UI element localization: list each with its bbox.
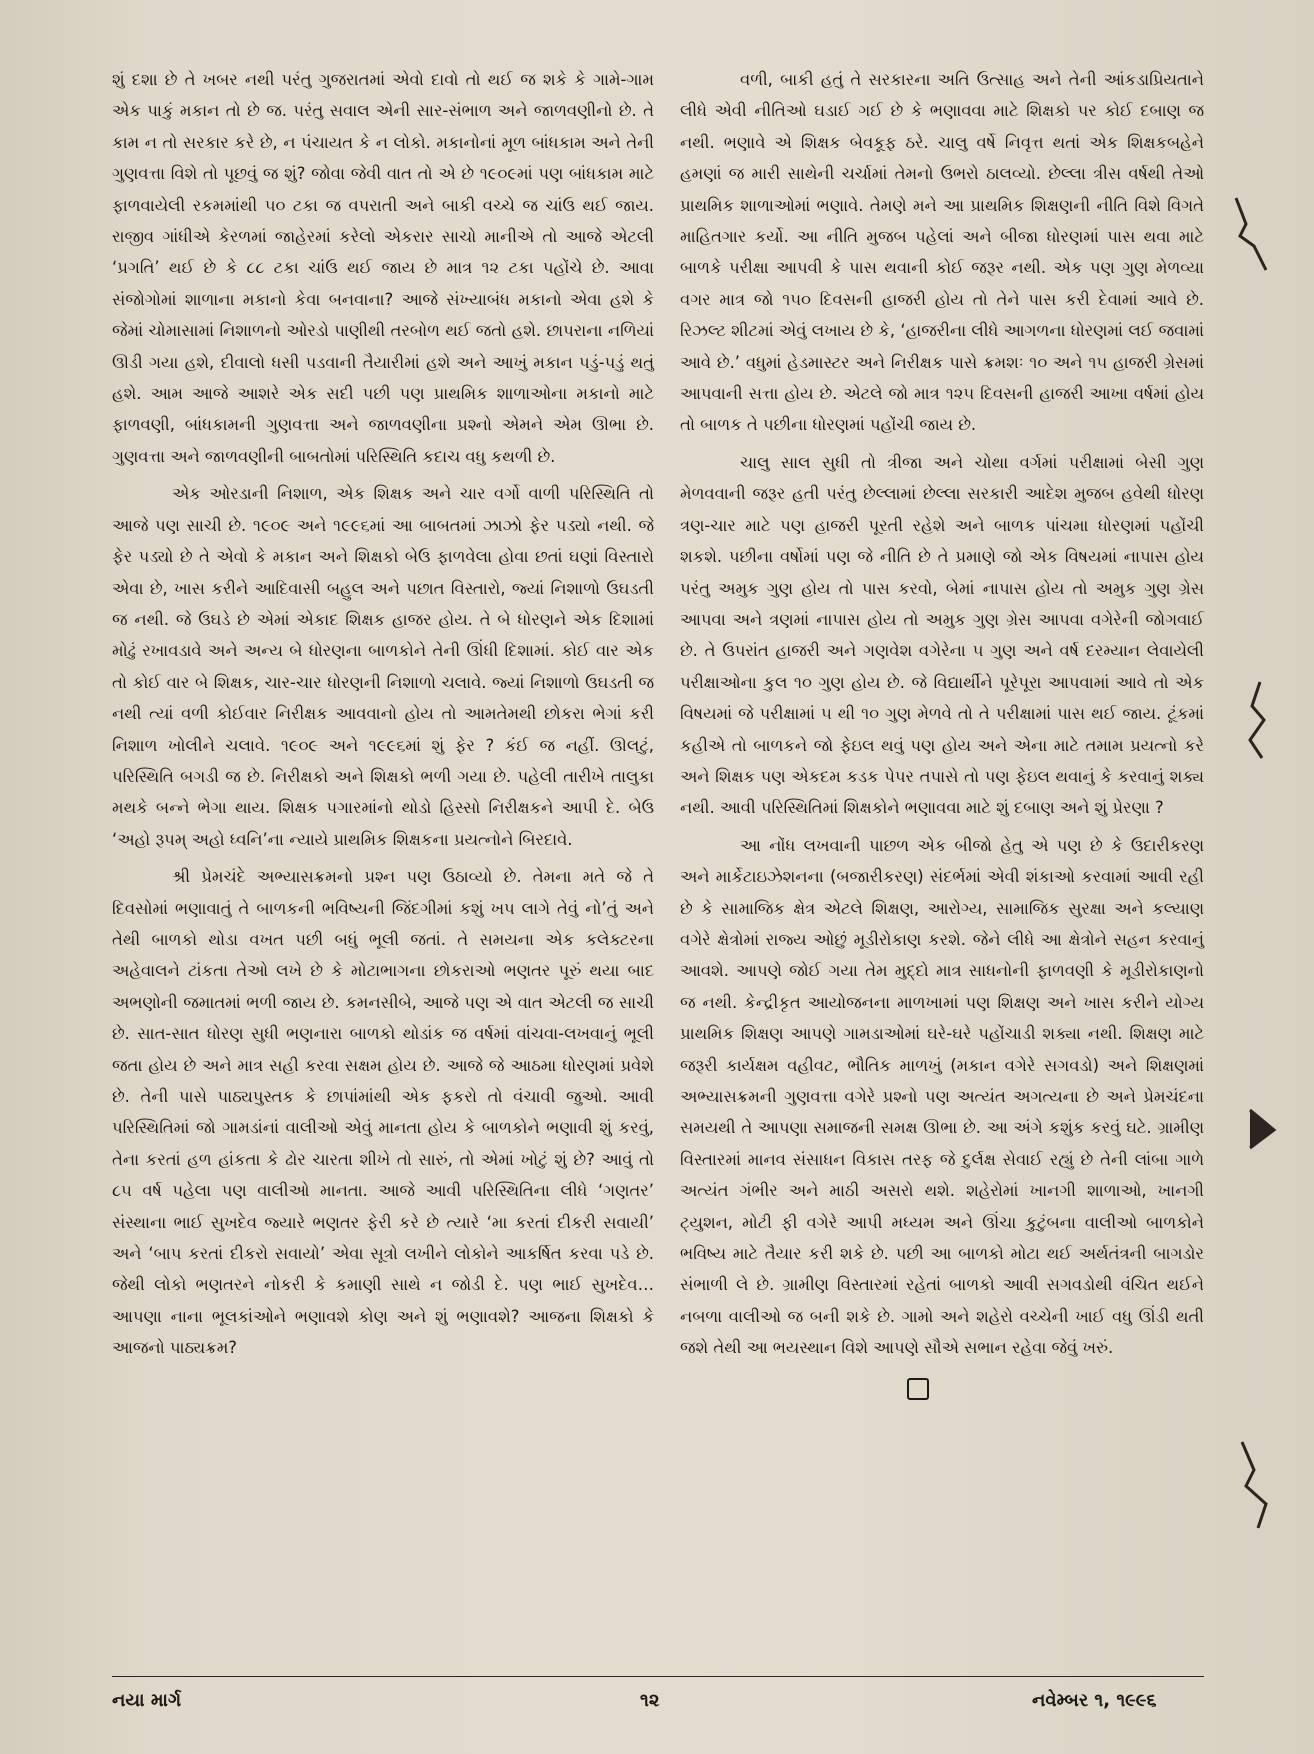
page-number: ૧૨ (640, 1690, 660, 1711)
issue-date: નવેમ્બર ૧, ૧૯૯૬ (1032, 1690, 1157, 1711)
right-column (680, 64, 1204, 1400)
publication-name: નયા માર્ગ (112, 1690, 182, 1711)
paragraph: શ્રી પ્રેમચંદે અભ્યાસક્રમનો પ્રશ્ન પણ ઉઠાવ્યો છે. તેમના મતે જે તે દિવસોમાં ભણાવાતું તે બાળકની ભવિષ્યની જિંદગીમાં કશું ખપ લાગે તેવું નો’તું અને તેથી બાળકો થોડા વખત પછી બધું ભૂલી જતાં. તે સમયના એક કલેક્ટરના અહેવાલને ટાંકતા તેઓ લખે છે કે મોટાભાગના છોકરાઓ ભણતર પૂરું થયા બાદ અભણોની જમાતમાં ભળી જાય છે. કમનસીબે, આજે પણ એ વાત એટલી જ સાચી છે. સાત-સાત ધોરણ સુધી ભણનારા બાળકો થોડાંક જ વર્ષમાં વાંચવા-લખવાનું ભૂલી જતા હોય છે અને માત્ર સહી કરવા સક્ષમ હોય છે. આજે જે આઠમા ધોરણમાં પ્રવેશે છે. તેની પાસે પાઠ્યપુસ્તક કે છાપાંમાંથી એક ફકરો તો વંચાવી જુઓ. આવી પરિસ્થિતિમાં જો ગામડાંનાં વાલીઓ એવું માનતા હોય કે બાળકોને ભણાવી શું કરવું, તેના કરતાં હળ હાંકતા કે ઢોર ચારતા શીખે તો સારું, તો એમાં ખોટું શું છે? આવું તો ૮૫ વર્ષ પહેલા પણ વાલીઓ માનતા. આજે આવી પરિસ્થિતિના લીધે ‘ગણતર’ સંસ્થાના ભાઈ સુખદેવ જ્યારે ભણતર ફેરી કરે છે ત્યારે ‘મા કરતાં દીકરી સવાયી’ અને ‘બાપ કરતાં દીકરો સવાયો’ એવા સૂત્રો લખીને લોકોને આકર્ષિત કરવા પડે છે. જેથી લોકો ભણતરને નોકરી કે કમાણી સાથે ન જોડી દે. પણ ભાઈ સુખદેવ… આપણા નાના ભૂલકાંઓને ભણાવશે કોણ અને શું ભણાવશે? આજના શિક્ષકો કે આજનો પાઠ્યક્રમ? (112, 867, 654, 1358)
paragraph: વળી, બાકી હતું તે સરકારના અતિ ઉત્સાહ અને તેની આંકડાપ્રિયતાને લીધે એવી નીતિઓ ઘડાઈ ગઈ છે કે ભણાવવા માટે શિક્ષકો પર કોઈ દબાણ જ નથી. ભણાવે એ શિક્ષક બેવકૂફ ઠરે. ચાલુ વર્ષે નિવૃત્ત થતાં એક શિક્ષકબહેને હમણાં જ મારી સાથેની ચર્ચામાં તેમનો ઉભરો ઠાલવ્યો. છેલ્લા ત્રીસ વર્ષથી તેઓ પ્રાથમિક શાળાઓમાં ભણાવે. તેમણે મને આ પ્રાથમિક શિક્ષણની નીતિ વિશે વિગતે માહિતગાર કર્યો. આ નીતિ મુજબ પહેલાં અને બીજા ધોરણમાં પાસ થવા માટે બાળકે પરીક્ષા આપવી કે પાસ થવાની કોઈ જરૂર નથી. એક પણ ગુણ મેળવ્યા વગર માત્ર જો ૧૫૦ દિવસની હાજરી હોય તો તેને પાસ કરી દેવામાં આવે છે. રિઝલ્ટ શીટમાં એવું લખાય છે કે, ‘હાજરીના લીધે આગળના ધોરણમાં લઈ જવામાં આવે છે.’ વધુમાં હેડમાસ્ટર અને નિરીક્ષક પાસે ક્રમશઃ ૧૦ અને ૧૫ હાજરી ગ્રેસમાં આપવાની સત્તા હોય છે. એટલે જો માત્ર ૧૨૫ દિવસની હાજરી આખા વર્ષમાં હોય તો બાળક તે પછીના ધોરણમાં પહોંચી જાય છે. (680, 70, 1204, 435)
footer-divider (112, 1676, 1204, 1677)
paragraph: ચાલુ સાલ સુધી તો ત્રીજા અને ચોથા વર્ગમાં પરીક્ષામાં બેસી ગુણ મેળવવાની જરૂર હતી પરંતુ છેલ્લામાં છેલ્લા સરકારી આદેશ મુજબ હવેથી ધોરણ ત્રણ-ચાર માટે પણ હાજરી પૂરતી રહેશે અને બાળક પાંચમા ધોરણમાં પહોંચી શકશે. પછીના વર્ષોમાં પણ જે નીતિ છે તે પ્રમાણે જો એક વિષયમાં નાપાસ હોય પરંતુ અમુક ગુણ હોય તો પાસ કરવો, બેમાં નાપાસ હોય તો અમુક ગુણ ગ્રેસ આપવા અને ત્રણમાં નાપાસ હોય તો અમુક ગુણ ગ્રેસ આપવા વગેરેની જોગવાઈ છે. તે ઉપરાંત હાજરી અને ગણવેશ વગેરેના ૫ ગુણ અને વર્ષ દરમ્યાન લેવાયેલી પરીક્ષાઓના કુલ ૧૦ ગુણ હોય છે. જે વિદ્યાર્થીને પૂરેપૂરા આપવામાં આવે તો એક વિષયમાં જે પરીક્ષામાં ૫ થી ૧૦ ગુણ મેળવે તો તે પરીક્ષામાં પાસ થઈ જાય. ટૂંકમાં કહીએ તો બાળકને જો ફેઇલ થવું પણ હોય અને એના માટે તમામ પ્રયત્નો કરે અને શિક્ષક પણ એકદમ કડક પેપર તપાસે તો પણ ફેઇલ થવાનું કે કરવાનું શક્ય નથી. આવી પરિસ્થિતિમાં શિક્ષકોને ભણાવવા માટે શું દબાણ અને શું પ્રેરણા ? (680, 452, 1204, 818)
paper-tear-mark (1248, 1100, 1278, 1160)
paragraph: આ નોંધ લખવાની પાછળ એક બીજો હેતુ એ પણ છે કે ઉદારીકરણ અને માર્કેટાઇઝેશનના (બજારીકરણ) સંદર્ભમાં એવી શંકાઓ કરવામાં આવી રહી છે કે સામાજિક ક્ષેત્ર એટલે શિક્ષણ, આરોગ્ય, સામાજિક સુરક્ષા અને કલ્યાણ વગેરે ક્ષેત્રોમાં રાજ્ય ઓછું મૂડીરોકાણ કરશે. જેને લીધે આ ક્ષેત્રોને સહન કરવાનું આવશે. આપણે જોઈ ગયા તેમ મુદ્દો માત્ર સાધનોની ફાળવણી કે મૂડીરોકાણનો જ નથી. કેન્દ્રીકૃત આયોજનના માળખામાં પણ શિક્ષણ અને ખાસ કરીને યોગ્ય પ્રાથમિક શિક્ષણ આપણે ગામડાઓમાં ઘરે-ઘરે પહોંચાડી શક્યા નથી. શિક્ષણ માટે જરૂરી કાર્યક્ષમ વહીવટ, ભૌતિક માળખું (મકાન વગેરે સગવડો) અને શિક્ષણમાં અભ્યાસક્રમની ગુણવત્તા વગેરે પ્રશ્નો પણ અત્યંત અગત્યના છે અને પ્રેમચંદના સમયથી તે આપણા સમાજની સમક્ષ ઊભા છે. આ અંગે કશુંક કરવું ઘટે. ગ્રામીણ વિસ્તારમાં માનવ સંસાધન વિકાસ તરફ જે દુર્લક્ષ સેવાઈ રહ્યું છે તેની લાંબા ગાળે અત્યંત ગંભીર અને માઠી અસરો થશે. શહેરોમાં ખાનગી શાળાઓ, ખાનગી ટ્યુશન, મોટી ફી વગેરે આપી મધ્યમ અને ઊંચા કુટુંબના વાલીઓ બાળકોને ભવિષ્ય માટે તૈયાર કરી શકે છે. પછી આ બાળકો મોટા થઈ અર્થતંત્રની બાગડોર સંભાળી લે છે. ગ્રામીણ વિસ્તારમાં રહેતાં બાળકો આવી સગવડોથી વંચિત થઈને નબળા વાલીઓ જ બની શકે છે. ગામો અને શહેરો વચ્ચેની ખાઈ વધુ ઊંડી થતી જશે તેથી આ ભયસ્થાન વિશે આપણે સૌએ સભાન રહેવા જેવું ખરું. (680, 835, 1204, 1358)
end-of-article-icon (907, 1378, 929, 1400)
paper-tear-mark (1240, 680, 1280, 760)
paper-tear-mark (1232, 196, 1272, 276)
paper-tear-mark (1236, 1440, 1276, 1530)
paragraph: એક ઓરડાની નિશાળ, એક શિક્ષક અને ચાર વર્ગો વાળી પરિસ્થિતિ તો આજે પણ સાચી છે. ૧૯૦૯ અને ૧૯૯૬માં આ બાબતમાં ઝાઝો ફેર પડ્યો નથી. જે ફેર પડ્યો છે તે એવો કે મકાન અને શિક્ષકો બેઉ ફાળવેલા હોવા છતાં ઘણાં વિસ્તારો એવા છે, ખાસ કરીને આદિવાસી બહુલ અને પછાત વિસ્તારો, જ્યાં નિશાળો ઉઘડતી જ નથી. જે ઉઘડે છે એમાં એકાદ શિક્ષક હાજર હોય. તે બે ધોરણને એક દિશામાં મોઢું રખાવડાવે અને અન્ય બે ધોરણના બાળકોને તેની ઊંધી દિશામાં. કોઈ વાર એક તો કોઈ વાર બે શિક્ષક, ચાર-ચાર ધોરણની નિશાળો ચલાવે. જ્યાં નિશાળો ઉઘડતી જ નથી ત્યાં વળી કોઈવાર નિરીક્ષક આવવાનો હોય તો આમતેમથી છોકરા ભેગાં કરી નિશાળ ખોલીને ચલાવે. ૧૯૦૯ અને ૧૯૯૬માં શું ફેર ? કંઈ જ નહીં. ઊલટું, પરિસ્થિતિ બગડી જ છે. નિરીક્ષકો અને શિક્ષકો ભળી ગયા છે. પહેલી તારીખે તાલુકા મથકે બન્ને ભેગા થાય. શિક્ષક પગારમાંનો થોડો હિસ્સો નિરીક્ષકને આપી દે. બેઉ ‘અહો રૂપમ્ અહો ધ્વનિ’ના ન્યાયે પ્રાથમિક શિક્ષકના પ્રયત્નોને બિરદાવે. (112, 484, 654, 849)
left-column (112, 64, 654, 1370)
paragraph: શું દશા છે તે ખબર નથી પરંતુ ગુજરાતમાં એવો દાવો તો થઈ જ શકે કે ગામે-ગામ એક પાકું મકાન તો છે જ. પરંતુ સવાલ એની સાર-સંભાળ અને જાળવણીનો છે. તે કામ ન તો સરકાર કરે છે, ન પંચાયત કે ન લોકો. મકાનોનાં મૂળ બાંધકામ અને તેની ગુણવત્તા વિશે તો પૂછવું જ શું? જોવા જેવી વાત તો એ છે ૧૯૦૯માં પણ બાંધકામ માટે ફાળવાયેલી રકમમાંથી ૫૦ ટકા જ વપરાતી અને બાકી વચ્ચે જ ચાંઉ થઈ જાય. રાજીવ ગાંધીએ કેરળમાં જાહેરમાં કરેલો એકરાર સાચો માનીએ તો આજે એટલી ‘પ્રગતિ’ થઈ છે કે ૮૮ ટકા ચાંઉ થઈ જાય છે માત્ર ૧૨ ટકા પહોંચે છે. આવા સંજોગોમાં શાળાના મકાનો કેવા બનવાના? આજે સંખ્યાબંધ મકાનો એવા હશે કે જેમાં ચોમાસામાં નિશાળનો ઓરડો પાણીથી તરબોળ થઈ જતો હશે. છાપરાના નળિયાં ઊડી ગયા હશે, દીવાલો ધસી પડવાની તૈયારીમાં હશે અને આખું મકાન પડું-પડું થતું હશે. આમ આજે આશરે એક સદી પછી પણ પ્રાથમિક શાળાઓના મકાનો માટે ફાળવણી, બાંધકામની ગુણવત્તા અને જાળવણીના પ્રશ્નો એમને એમ ઊભા છે. ગુણવત્તા અને જાળવણીની બાબતોમાં પરિસ્થિતિ કદાચ વધુ કથળી છે. (112, 70, 654, 466)
